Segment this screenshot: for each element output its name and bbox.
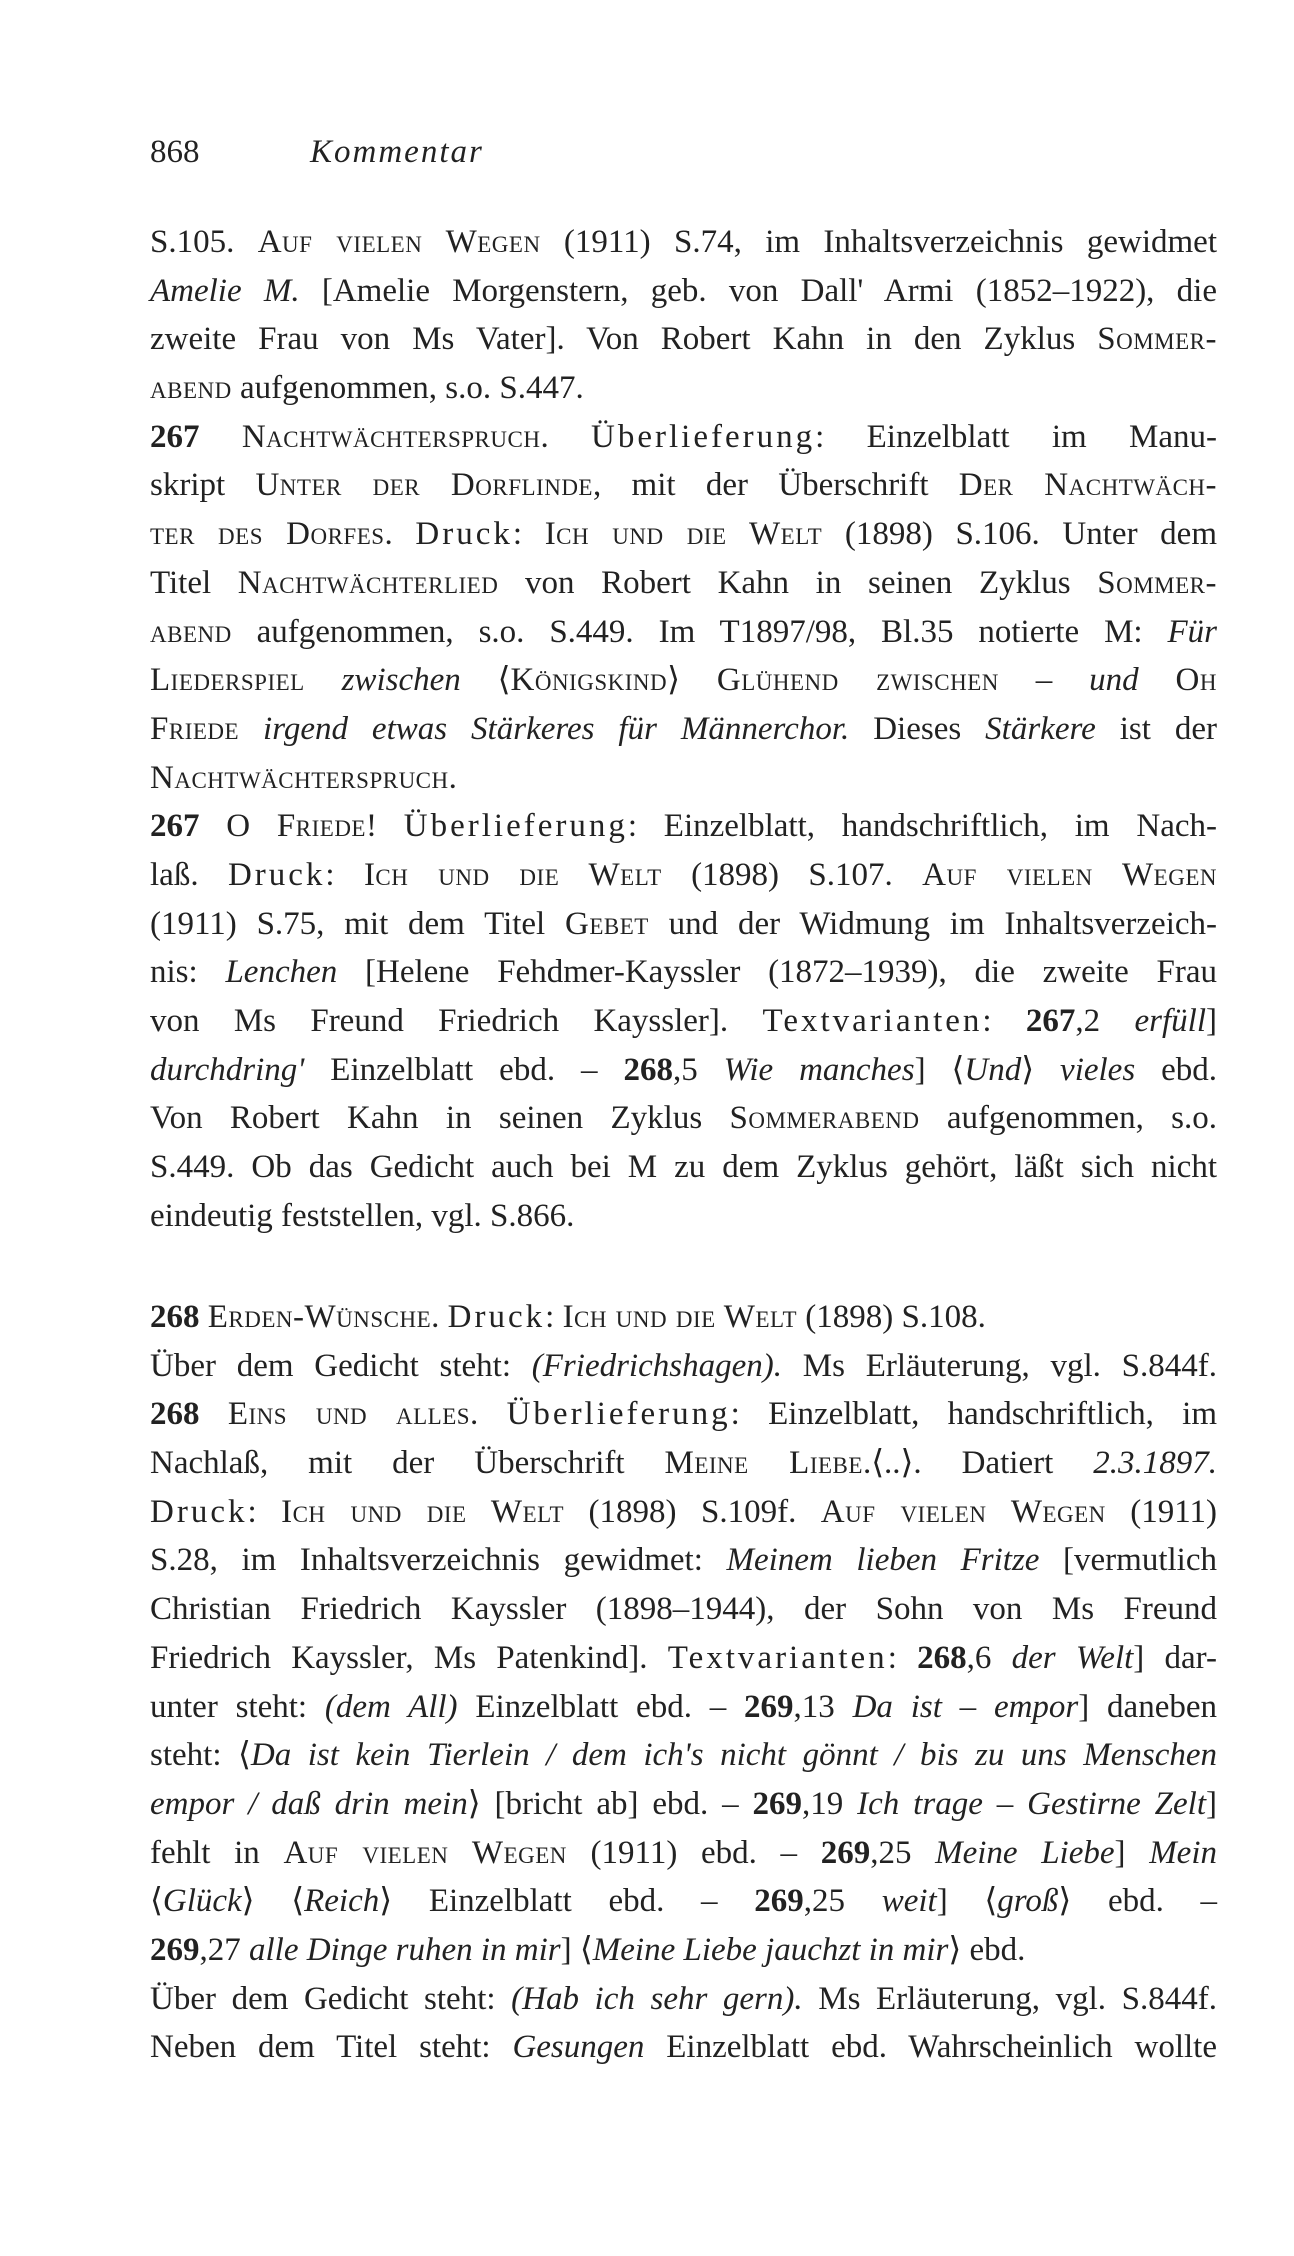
smallcaps-run: ter des Dorfes [150,516,385,553]
text-run [1139,662,1176,698]
smallcaps-run: Der Nachtwäch- [958,467,1218,504]
text-run: skript [150,467,256,504]
text-run: [Helene Fehdmer-Kayssler (1872–1939), die zweite Frau [337,954,1217,991]
text-run: (1898) S.109f. [564,1493,821,1530]
text-run: unter steht: [150,1688,325,1725]
smallcaps-run: Ich und die Welt [562,1299,797,1335]
text-run: laß. [150,856,228,893]
text-run: aufgenommen, s.o. S.447. [231,370,584,407]
text-run: nis: [150,954,226,991]
italic-run: erfüll [1134,1003,1206,1039]
text-line [150,1926,1217,1975]
italic-run: vieles [1060,1051,1136,1088]
smallcaps-run: Friede [150,710,240,747]
text-line [150,1829,1217,1878]
smallcaps-run: Glühend zwischen [716,662,999,699]
text-run: ⟨ [150,1883,163,1920]
text-line [150,802,1217,851]
text-run: ! [365,808,404,845]
text-run: ] ⟨ [560,1931,593,1968]
italic-run: Stärkere [985,710,1096,747]
smallcaps-run: Nachtwächterspruch [150,759,449,796]
italic-run: (Hab ich sehr gern). [511,1980,803,2017]
smallcaps-run: Oh [1175,662,1217,699]
text-run: . [384,516,416,553]
text-line [150,851,1217,900]
text-run: ⟨ [497,662,511,699]
text-run: ,25 [870,1834,936,1871]
text-run: Ms Erläuterung, vgl. S.844f. [802,1980,1217,2017]
text-run: ] [1206,1785,1217,1822]
text-run: zweite Frau von Ms Vater]. Von Robert Kahn in den Zyklus [150,321,1098,358]
text-run: O [226,808,277,845]
text-run: (1911) [1105,1493,1217,1530]
smallcaps-run: Gebet [565,905,649,942]
text-run: ,19 [802,1785,858,1822]
text-line [150,608,1217,657]
text-line [150,1094,1217,1143]
text-run: Dieses [849,710,986,747]
text-run: : Einzelblatt, handschriftlich, im [730,1396,1217,1433]
smallcaps-run: Auf vielen Wegen [283,1834,567,1871]
text-line [150,461,1217,510]
text-run: : [887,1639,918,1676]
smallcaps-run: Friede [276,808,366,845]
bold-run: 268 [917,1639,967,1676]
bold-run: 269 [744,1688,794,1725]
bold-run: 269 [754,1883,804,1920]
italic-run: (Friedrichshagen). [531,1347,782,1384]
text-line [150,364,1217,413]
text-run: Über dem Gedicht steht: [150,1980,512,2017]
italic-run: 2.3.1897. [1093,1445,1217,1482]
text-run: (1898) S.107. [661,856,923,893]
italic-run: Meine Liebe jauchzt in mir [592,1931,949,1968]
italic-run: Für [1167,613,1217,650]
text-run: (1911) ebd. – [566,1834,821,1871]
text-line [150,1683,1217,1732]
text-line [150,754,1217,803]
text-run: ] [1206,1003,1217,1039]
text-line [150,267,1217,316]
spaced-run: Textvarianten [667,1639,888,1676]
text-run: Einzelblatt ebd. – [457,1688,745,1725]
text-run: aufgenommen, s.o. S.449. Im T1897/98, Bl.35 notierte M: [231,613,1168,650]
text-line [150,1046,1217,1095]
text-run: Über dem Gedicht steht: [150,1347,532,1384]
spaced-run: Druck [447,1299,546,1335]
text-run: . [448,759,457,796]
text-run: : [512,516,545,553]
italic-run: Reich [304,1883,380,1920]
text-run: (1898) S.108. [797,1299,986,1335]
text-line [150,2023,1217,2072]
italic-run: zwischen [304,662,498,699]
text-run: (1911) S.74, im Inhaltsverzeichnis gewidmet [540,224,1217,260]
smallcaps-run: Meine Liebe [664,1445,863,1482]
text-line [150,1975,1217,2024]
text-run: Neben dem Titel steht: [150,2029,513,2066]
text-line [150,656,1217,705]
text-line [150,510,1217,559]
text-run: ist der [1095,710,1217,747]
text-run: ebd. [1135,1051,1218,1088]
bold-run: 269 [752,1785,803,1822]
text-run: von Robert Kahn in seinen Zyklus [498,564,1098,601]
text-run: und der Widmung im Inhaltsverzeich- [648,905,1217,942]
spaced-run: Überlieferung [591,418,816,455]
italic-run: Mein [1149,1834,1217,1871]
italic-run: Da ist kein Tierlein / dem ich's nicht gönnt / bis zu uns Menschen [250,1737,1217,1774]
text-run: ⟩ ⟨ [241,1883,305,1920]
text-run: . [470,1396,507,1433]
italic-run: Meine Liebe [935,1834,1115,1871]
text-line [150,1488,1217,1537]
text-run: ⟩ Einzelblatt ebd. – [379,1883,755,1920]
text-line [150,900,1217,949]
spaced-run: Textvarianten [762,1003,983,1039]
bold-run: 267 [150,808,227,845]
text-run: ,5 [672,1051,724,1088]
text-run: Einzelblatt ebd. – [304,1051,624,1088]
text-line [150,1877,1217,1926]
smallcaps-run: Auf vielen Wegen [257,224,541,260]
spaced-run: Druck [227,856,326,893]
smallcaps-run: Auf vielen Wegen [820,1493,1106,1530]
commentary-block [150,218,1217,1240]
spaced-run: Überlieferung [506,1396,731,1433]
text-run: ⟩ [bricht ab] ebd. – [467,1785,753,1822]
text-run: ] ⟨ [914,1051,965,1088]
italic-run: und [1089,662,1139,699]
text-run: (1911) S.75, mit dem Titel [150,905,566,942]
text-run: ,2 [1075,1003,1135,1039]
text-run: , mit der Überschrift [592,467,959,504]
italic-run: groß [997,1883,1059,1920]
text-run: (1898) S.106. Unter dem [822,516,1217,553]
smallcaps-run: abend [150,370,232,407]
smallcaps-run: Sommerabend [729,1100,920,1137]
text-run: Von Robert Kahn in seinen Zyklus [150,1100,730,1137]
text-run: : Einzelblatt im Manu- [815,418,1218,455]
text-line [150,1342,1217,1391]
smallcaps-run: Königskind [510,662,668,699]
italic-run: weit [881,1883,937,1920]
bold-run: 268 [623,1051,673,1088]
text-run: Titel [150,564,238,601]
running-title: Kommentar [310,134,484,170]
spaced-run: Druck [415,516,513,553]
text-run: von Ms Freund Friedrich Kayssler]. [150,1003,763,1039]
text-run: ⟩ [667,662,717,699]
text-line [150,559,1217,608]
text-run: aufgenommen, s.o. [919,1100,1218,1137]
text-run: – [998,662,1090,699]
smallcaps-run: Liederspiel [150,662,305,699]
text-run: steht: ⟨ [150,1737,251,1774]
text-run: Nachlaß, mit der Überschrift [150,1445,665,1482]
text-line [150,1439,1217,1488]
text-run: S.28, im Inhaltsverzeichnis gewidmet: [150,1542,727,1579]
text-run: ] [1114,1834,1150,1871]
italic-run: Und [964,1051,1022,1088]
text-run: ,25 [803,1883,882,1920]
text-line [150,1585,1217,1634]
text-run: : [325,856,364,893]
text-run: eindeutig feststellen, vgl. S.866. [150,1197,575,1234]
text-run: [vermutlich [1039,1542,1217,1579]
italic-run: (dem All) [324,1688,458,1725]
text-run: : [982,1003,1026,1039]
smallcaps-run: Auf vielen Wegen [922,856,1217,893]
page-number: 868 [150,134,200,170]
bold-run: 268 [150,1299,208,1335]
text-line [150,1390,1217,1439]
spaced-run: Druck [150,1493,248,1530]
italic-run: Wie manches [723,1051,915,1088]
text-run: ,13 [793,1688,853,1725]
text-run: .⟨..⟩. Datiert [862,1445,1094,1482]
text-run: ] ⟨ [936,1883,998,1920]
text-run: ⟩ ebd. – [1058,1883,1218,1920]
bold-run: 268 [150,1396,228,1433]
italic-run: Glück [162,1883,242,1920]
text-run: ] daneben [1078,1688,1217,1725]
text-line [150,1731,1217,1780]
bold-run: 267 [150,418,242,455]
text-line [150,1293,1217,1342]
smallcaps-run: Unter der Dorflinde [255,467,593,504]
text-line [150,315,1217,364]
text-run: ,6 [966,1639,1012,1676]
text-run: Einzelblatt ebd. Wahrscheinlich wollte [644,2029,1217,2066]
text-line [150,218,1217,267]
smallcaps-run: Ich und die Welt [544,516,823,553]
text-run: Christian Friedrich Kayssler (1898–1944), der Sohn von Ms Freund [150,1591,1217,1628]
text-run: . [431,1299,448,1335]
text-run: S.449. Ob das Gedicht auch bei M zu dem Zyklus gehört, läßt sich nicht [150,1149,1217,1186]
text-line [150,1192,1217,1241]
text-run: : Einzelblatt, handschriftlich, im Nach- [627,808,1217,845]
text-run: ⟩ [1021,1051,1061,1088]
italic-run: Meinem lieben Fritze [726,1542,1040,1579]
bold-run: 267 [1025,1003,1076,1039]
smallcaps-run: Sommer- [1097,321,1217,358]
commentary-block [150,1293,1217,2072]
text-line [150,705,1217,754]
text-run: fehlt in [150,1834,284,1871]
running-header [150,132,1217,172]
smallcaps-run: Nachtwächterlied [237,564,499,601]
italic-run: Da ist – empor [852,1688,1079,1725]
italic-run: empor / daß drin mein [150,1785,468,1822]
text-line [150,997,1217,1046]
italic-run: Lenchen [225,954,338,991]
italic-run: Gesungen [512,2029,645,2066]
smallcaps-run: Nachtwächterspruch [241,418,541,455]
smallcaps-run: Eins und alles [227,1396,471,1433]
smallcaps-run: abend [150,613,232,650]
text-run: . [540,418,592,455]
italic-run: Amelie M. [150,272,300,309]
bold-run: 269 [150,1931,200,1968]
italic-run: der Welt [1011,1639,1134,1676]
spaced-run: Überlieferung [403,808,628,845]
italic-run: Ich trage – Gestirne Zelt [857,1785,1206,1822]
smallcaps-run: Sommer- [1097,564,1217,601]
text-line [150,1780,1217,1829]
text-run: Ms Erläuterung, vgl. S.844f. [781,1347,1217,1384]
smallcaps-run: Erden-Wünsche [207,1299,432,1335]
bold-run: 269 [820,1834,871,1871]
text-run: ] dar- [1133,1639,1217,1676]
text-run: Friedrich Kayssler, Ms Patenkind]. [150,1639,668,1676]
text-line [150,413,1217,462]
text-run: ,27 [199,1931,249,1968]
italic-run: durchdring' [150,1051,305,1088]
text-line [150,948,1217,997]
smallcaps-run: Ich und die Welt [281,1493,565,1530]
text-run: [Amelie Morgenstern, geb. von Dall' Armi (1852–1922), die [299,272,1217,309]
text-line [150,1143,1217,1192]
text-run: : [247,1493,282,1530]
text-line [150,1634,1217,1683]
text-run: ⟩ ebd. [948,1931,1026,1968]
text-run: S.105. [150,224,258,260]
text-line [150,1536,1217,1585]
text-run: : [545,1299,563,1335]
italic-run: alle Dinge ruhen in mir [249,1931,561,1968]
smallcaps-run: Ich und die Welt [363,856,662,893]
italic-run: irgend etwas Stärkeres für Männerchor. [239,710,850,747]
